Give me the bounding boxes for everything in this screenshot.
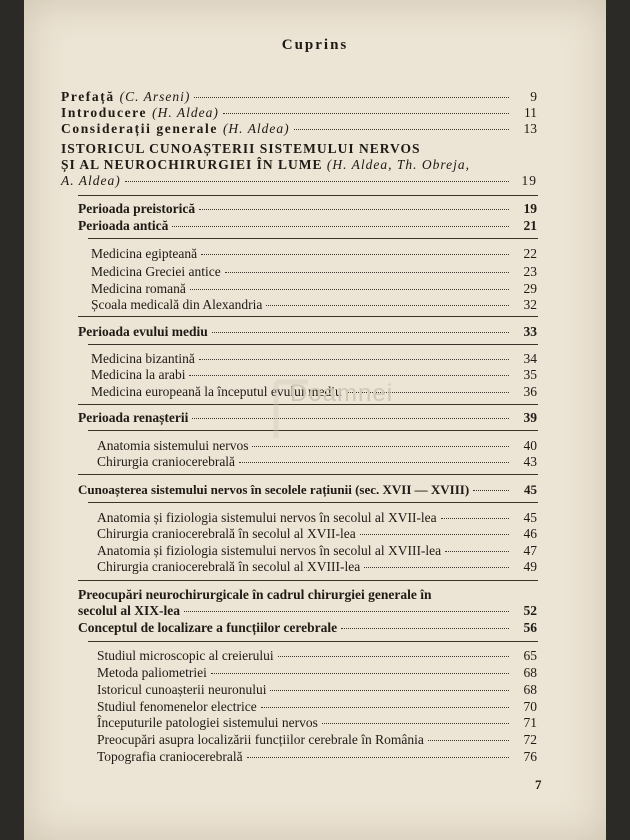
entry-label: Considerații generale: [61, 121, 223, 136]
dot-leader: [445, 551, 509, 552]
dot-leader: [172, 226, 509, 227]
page-number: 36: [523, 384, 537, 399]
dot-leader: [341, 628, 509, 629]
entry-label: Chirurgia craniocerebrală în secolul al XVIII-lea: [97, 559, 361, 574]
page-number: 56: [523, 620, 537, 635]
toc-entry: [91, 351, 537, 367]
toc-entry: [78, 324, 537, 340]
entry-label: Medicina europeană la începutul evului mediu: [91, 384, 342, 399]
entry-label: Studiul microscopic al creierului: [97, 648, 274, 663]
page-number: 34: [523, 351, 537, 366]
entry-label: Începuturile patologiei sistemului nervos: [97, 715, 318, 730]
dot-leader: [247, 757, 509, 758]
toc-entry: [78, 201, 537, 217]
entry-label: Anatomia sistemului nervos: [97, 438, 249, 453]
divider: [88, 641, 538, 642]
dot-leader: [190, 289, 509, 290]
dot-leader: [184, 611, 509, 612]
page-number: 71: [523, 715, 537, 730]
toc-entry: [91, 297, 537, 313]
entry-author: (H. Aldea): [152, 105, 219, 120]
divider: [78, 195, 538, 196]
page-number: 46: [523, 526, 537, 541]
toc-entry: [97, 526, 537, 542]
page-number: 52: [523, 603, 537, 618]
dot-leader: [278, 656, 509, 657]
page-number: 29: [523, 281, 537, 296]
entry-label: Școala medicală din Alexandria: [91, 297, 263, 312]
dot-leader: [211, 673, 509, 674]
toc-entry: [97, 510, 537, 526]
entry-label: Perioada preistorică: [78, 201, 196, 216]
page-number: 21: [523, 218, 537, 233]
divider: [78, 316, 538, 317]
dot-leader: [360, 534, 509, 535]
page-number: 23: [523, 264, 537, 279]
entry-label: Perioada renașterii: [78, 410, 189, 425]
entry-label: Cunoașterea sistemului nervos în secolele rațiunii (sec. XVII — XVIII): [78, 482, 470, 497]
dot-leader: [201, 254, 509, 255]
dot-leader: [364, 567, 509, 568]
page-title: Cuprins: [281, 37, 349, 53]
divider: [78, 580, 538, 581]
toc-entry: [97, 454, 537, 470]
dot-leader: [266, 305, 509, 306]
toc-entry: [97, 749, 537, 765]
dot-leader: [199, 359, 509, 360]
page-number: 70: [523, 699, 537, 714]
toc-entry: [97, 715, 537, 731]
entry-label: Medicina romană: [91, 281, 186, 296]
page-number: 9: [530, 89, 537, 104]
page-number: 39: [523, 410, 537, 425]
watermark-text: Doamnei: [290, 380, 394, 407]
toc-entry: [97, 559, 537, 575]
entry-author: (H. Aldea): [222, 121, 290, 136]
page-number: 19: [523, 201, 537, 216]
dot-leader: [322, 723, 509, 724]
entry-label: Medicina egipteană: [91, 246, 198, 261]
toc-entry: [97, 682, 537, 698]
toc-entry: [78, 482, 537, 498]
toc-entry: [61, 121, 537, 137]
history-line-2: ȘI AL NEUROCHIRURGIEI ÎN LUME: [61, 157, 327, 172]
toc-entry: [91, 264, 537, 280]
divider: [88, 344, 538, 345]
page-number: 45: [523, 510, 537, 525]
toc-entry: [61, 105, 537, 121]
page-number: 40: [523, 438, 537, 453]
entry-label-line-2: secolul al XIX-lea: [78, 603, 180, 618]
page-number: 76: [523, 749, 537, 764]
history-line-1: ISTORICUL CUNOAȘTERII SISTEMULUI NERVOS: [61, 141, 421, 156]
page-number: 43: [523, 454, 537, 469]
toc-entry: [97, 648, 537, 664]
page-number: 49: [523, 559, 537, 574]
toc-entry: [78, 218, 537, 234]
divider: [88, 502, 538, 503]
divider: [78, 474, 538, 475]
dot-leader: [239, 462, 509, 463]
toc-entry: [97, 732, 537, 748]
dot-leader: [125, 181, 509, 182]
toc-entry: [97, 665, 537, 681]
page-number: 11: [524, 105, 537, 120]
entry-label-line-1: Preocupări neurochirurgicale în cadrul chirurgiei generale în: [78, 587, 432, 602]
entry-label: Medicina Greciei antice: [91, 264, 221, 279]
toc-entry: [78, 603, 537, 619]
entry-label: Chirurgia craniocerebrală: [97, 454, 236, 469]
toc-entry-multiline: [78, 587, 537, 603]
entry-label: Perioada evului mediu: [78, 324, 208, 339]
dot-leader: [194, 97, 509, 98]
toc-entry: [97, 543, 537, 559]
entry-label: Anatomia și fiziologia sistemului nervos în secolul al XVII-lea: [97, 510, 437, 525]
toc-entry: [91, 246, 537, 262]
entry-label: Introducere: [61, 105, 153, 120]
page-number: 13: [523, 121, 537, 136]
entry-label: Istoricul cunoașterii neuronului: [97, 682, 267, 697]
history-heading: [61, 141, 537, 173]
divider: [88, 238, 538, 239]
entry-label: Chirurgia craniocerebrală în secolul al XVII-lea: [97, 526, 356, 541]
dot-leader: [294, 129, 509, 130]
dot-leader: [212, 332, 509, 333]
toc-entry: [78, 620, 537, 636]
dot-leader: [428, 740, 509, 741]
toc-entry: [97, 699, 537, 715]
page-number: 65: [523, 648, 537, 663]
entry-label: Medicina bizantină: [91, 351, 195, 366]
page-number: 72: [523, 732, 537, 747]
history-authors-cont: A. Aldea): [61, 173, 121, 188]
dot-leader: [252, 446, 509, 447]
entry-label: Preocupări asupra localizării funcțiilor cerebrale în România: [97, 732, 424, 747]
page-number: 19: [521, 173, 537, 188]
entry-label: Topografia craniocerebrală: [97, 749, 243, 764]
entry-author: (C. Arseni): [119, 89, 191, 104]
page-number: 68: [523, 682, 537, 697]
entry-label: Anatomia și fiziologia sistemului nervos în secolul al XVIII-lea: [97, 543, 442, 558]
entry-label: Conceptul de localizare a funcțiilor cerebrale: [78, 620, 338, 635]
page-number: 68: [523, 665, 537, 680]
page-number: 45: [524, 482, 537, 497]
toc-entry: [91, 281, 537, 297]
entry-label: Metoda paliometriei: [97, 665, 207, 680]
page-folio: 7: [535, 777, 542, 792]
dot-leader: [270, 690, 509, 691]
entry-label: Studiul fenomenelor electrice: [97, 699, 257, 714]
entry-label: Medicina la arabi: [91, 367, 186, 382]
history-authors: (H. Aldea, Th. Obreja,: [326, 157, 471, 172]
entry-label: Perioada antică: [78, 218, 169, 233]
dot-leader: [199, 209, 509, 210]
page-number: 32: [523, 297, 537, 312]
dot-leader: [225, 272, 509, 273]
dot-leader: [441, 518, 509, 519]
dot-leader: [473, 490, 509, 491]
page-number: 47: [523, 543, 537, 558]
dot-leader: [261, 707, 509, 708]
toc-entry: [61, 89, 537, 105]
page-number: 33: [523, 324, 537, 339]
page-number: 35: [523, 367, 537, 382]
entry-label: Prefață: [61, 89, 120, 104]
dot-leader: [223, 113, 509, 114]
toc-entry: [61, 173, 537, 189]
page-number: 22: [523, 246, 537, 261]
